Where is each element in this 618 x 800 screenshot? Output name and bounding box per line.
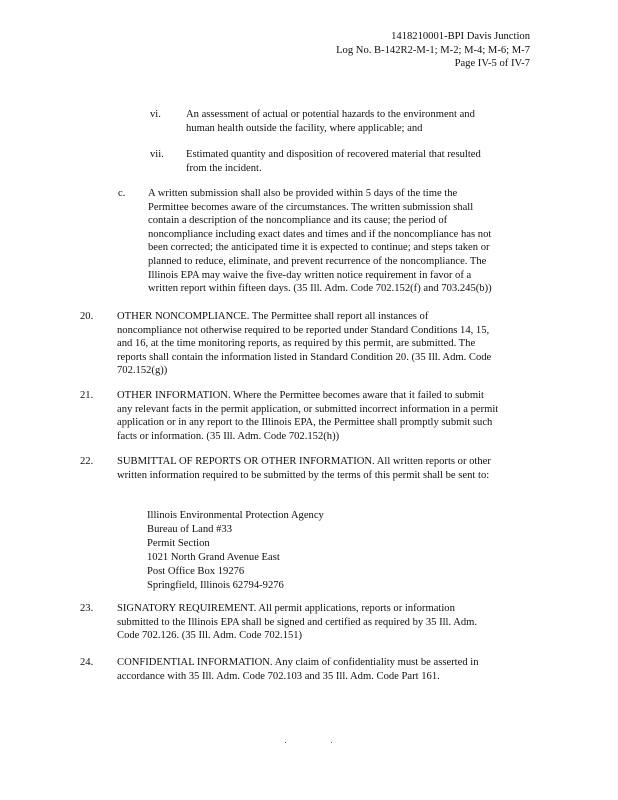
text-line: Estimated quantity and disposition of recovered material that resulted (186, 149, 481, 160)
text-line: OTHER NONCOMPLIANCE. The Permittee shall report all instances of (117, 311, 429, 322)
text-line: been corrected; the anticipated time it is expected to continue; and steps taken or (148, 242, 490, 254)
text-line: SUBMITTAL OF REPORTS OR OTHER INFORMATION. All written reports or other (117, 456, 491, 467)
text-line: A written submission shall also be provided within 5 days of the time the (148, 188, 458, 199)
item-marker: c. (118, 188, 126, 199)
text-line: accordance with 35 Ill. Adm. Code 702.103 and 35 Ill. Adm. Code Part 161. (117, 670, 440, 682)
text-line: planned to reduce, eliminate, and prevent recurrence of the noncompliance. The (148, 255, 487, 267)
text-line: noncompliance including exact dates and times and if the noncompliance has not (148, 228, 492, 240)
text-line: Permittee becomes aware of the circumstances. The written submission shall (148, 201, 474, 213)
item-marker: vii. (150, 149, 164, 160)
text-line: application or in any report to the Illinois EPA, the Permittee shall promptly submit such (117, 417, 493, 429)
address-line: Post Office Box 19276 (147, 565, 245, 577)
text-line: written report within fifteen days. (35 Ill. Adm. Code 702.152(f) and 703.245(b)) (148, 283, 492, 295)
scan-speck (285, 742, 286, 743)
address-line: Illinois Environmental Protection Agency (147, 510, 324, 521)
scan-speck (331, 742, 332, 743)
text-line: human health outside the facility, where applicable; and (186, 122, 423, 134)
text-line: 702.152(g)) (117, 365, 168, 377)
text-line: reports shall contain the information listed in Standard Condition 20. (35 Ill. Adm. Code (117, 351, 492, 363)
text-line: from the incident. (186, 162, 262, 174)
text-line: Code 702.126. (35 Ill. Adm. Code 702.151) (117, 630, 303, 642)
condition-number: 22. (80, 456, 94, 467)
text-line: SIGNATORY REQUIREMENT. All permit applications, reports or information (117, 603, 455, 614)
address-line: Bureau of Land #33 (147, 523, 233, 535)
condition-number: 21. (80, 390, 94, 401)
text-line: noncompliance not otherwise required to be reported under Standard Conditions 14, 15, (117, 324, 490, 336)
condition-number: 20. (80, 311, 94, 322)
condition-number: 24. (80, 657, 94, 668)
address-line: Permit Section (147, 537, 210, 549)
item-marker: vi. (150, 109, 161, 120)
text-line: CONFIDENTIAL INFORMATION. Any claim of confidentiality must be asserted in (117, 657, 479, 668)
scan-specks (285, 741, 335, 745)
header-page-number: Page IV-5 of IV-7 (454, 58, 530, 69)
mailing-address (147, 509, 324, 592)
text-line: An assessment of actual or potential hazards to the environment and (186, 109, 475, 120)
text-line: written information required to be submitted by the terms of this permit shall be sent to: (117, 469, 490, 481)
text-line: OTHER INFORMATION. Where the Permittee becomes aware that it failed to submit (117, 390, 484, 401)
header-log-number: Log No. B-142R2-M-1; M-2; M-4; M-6; M-7 (336, 44, 530, 56)
text-line: Illinois EPA may waive the five-day written notice requirement in favor of a (148, 269, 472, 281)
text-line: any relevant facts in the permit application, or submitted incorrect information in a permit (117, 403, 499, 415)
text-line: submitted to the Illinois EPA shall be signed and certified as required by 35 Ill. Adm. (117, 616, 478, 628)
text-line: facts or information. (35 Ill. Adm. Code 702.152(h)) (117, 430, 340, 442)
address-line: 1021 North Grand Avenue East (147, 551, 280, 563)
text-line: contain a description of the noncompliance and its cause; the period of (148, 215, 448, 227)
page-header (336, 30, 530, 71)
address-line: Springfield, Illinois 62794-9276 (147, 579, 284, 591)
text-line: and 16, at the time monitoring reports, as required by this permit, are submitted. The (117, 338, 476, 350)
header-permit-id: 1418210001-BPI Davis Junction (391, 31, 530, 42)
condition-number: 23. (80, 603, 94, 614)
